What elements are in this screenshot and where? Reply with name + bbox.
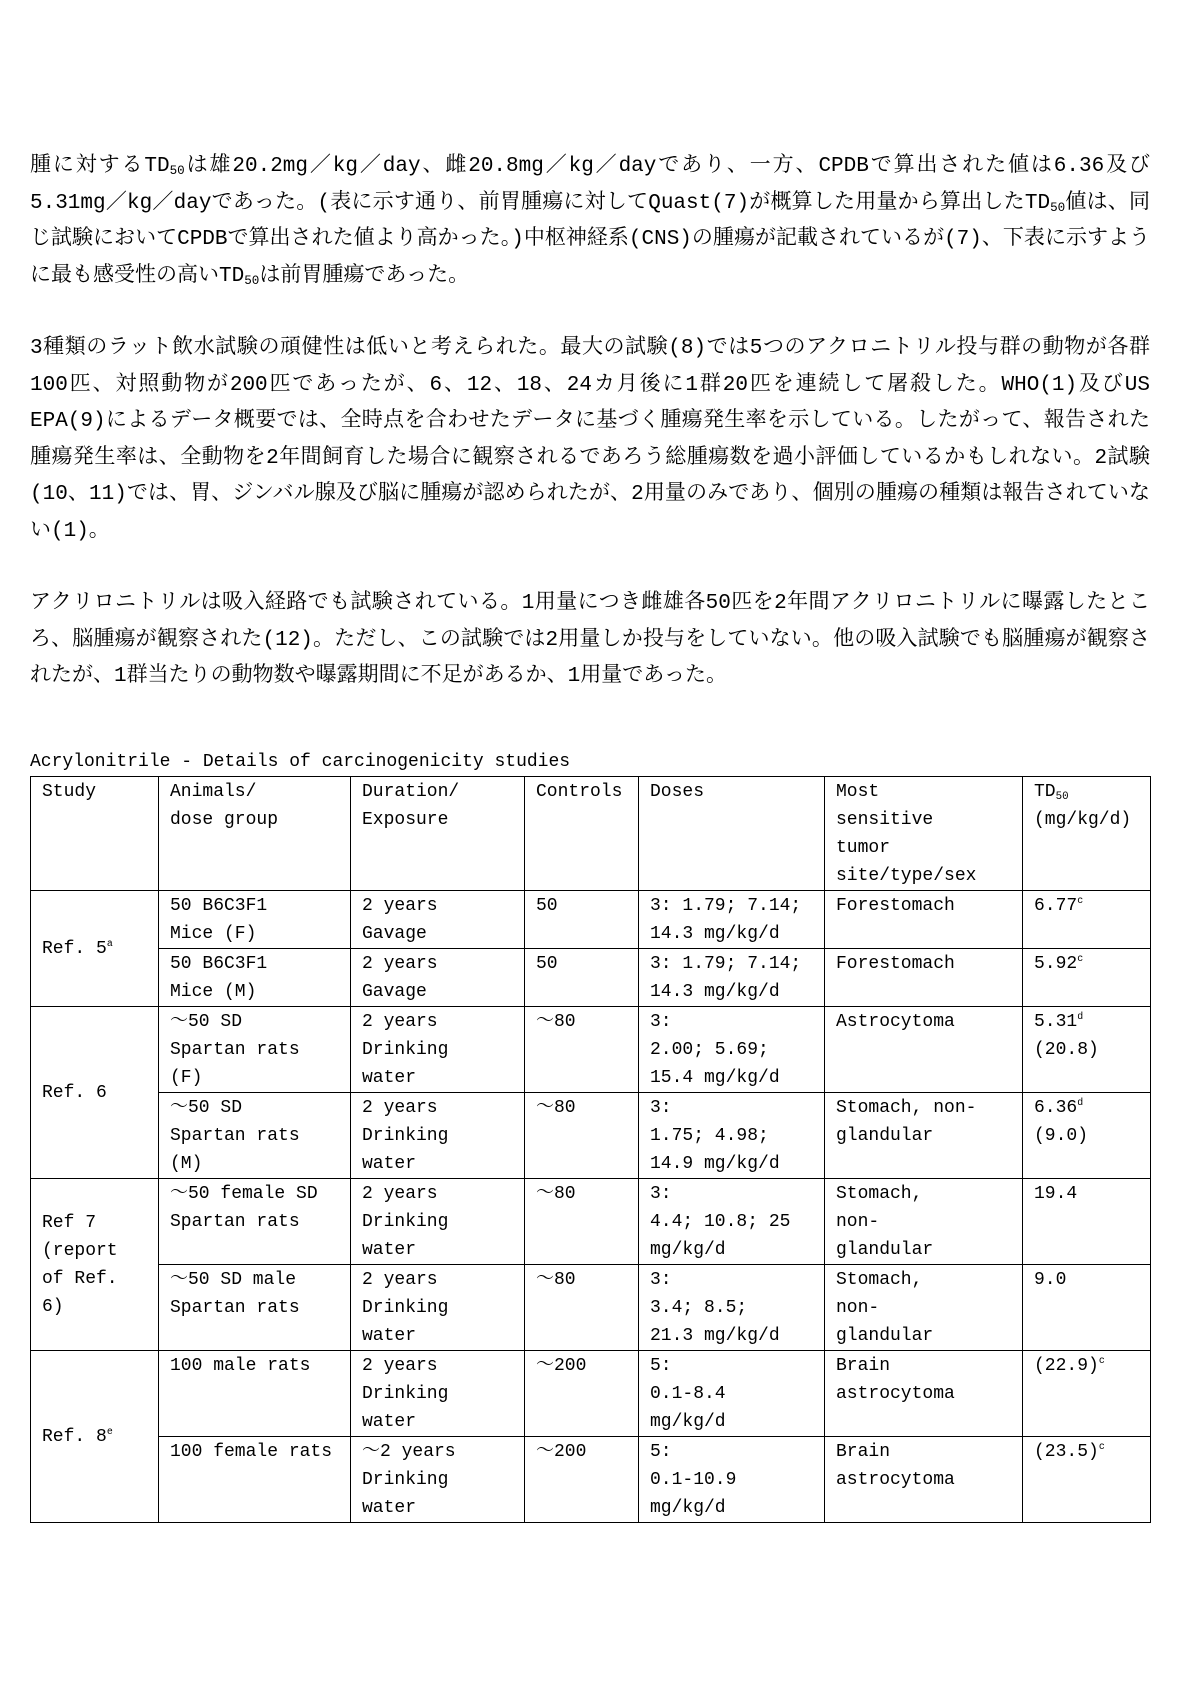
td50-cell	[1023, 1350, 1151, 1436]
cell-line: water	[362, 1067, 417, 1088]
cell-line: $(23.5)^c$	[1034, 1440, 1105, 1462]
duration-cell	[351, 1264, 525, 1350]
td50-cell	[1023, 948, 1151, 1006]
table-row	[31, 1350, 1151, 1436]
table-row	[31, 948, 1151, 1006]
doses-cell	[639, 1092, 825, 1178]
cell-line: Doses	[650, 781, 705, 802]
cell-line: (report	[42, 1240, 118, 1261]
cell-line: 50 B6C3F1	[170, 953, 268, 974]
animals-cell	[159, 1178, 351, 1264]
cell-line: 5.92$^c$	[1034, 952, 1084, 974]
cell-line: water	[362, 1411, 417, 1432]
doses-cell	[639, 1006, 825, 1092]
cell-line: 3:	[650, 1011, 672, 1032]
td50-cell	[1023, 1006, 1151, 1092]
doses-cell	[639, 1264, 825, 1350]
cell-line: Spartan rats	[170, 1125, 300, 1146]
cell-line: water	[362, 1153, 417, 1174]
cell-line: Spartan rats	[170, 1297, 300, 1318]
cell-line: 2 years	[362, 1097, 438, 1118]
cell-line: Brain	[836, 1355, 891, 1376]
cell-line: mg/kg/d	[650, 1411, 726, 1432]
animals-cell	[159, 948, 351, 1006]
column-header-study	[31, 776, 159, 890]
cell-line: Drinking	[362, 1125, 449, 1146]
column-header-controls	[525, 776, 639, 890]
cell-line: ～200	[536, 1355, 587, 1376]
reference-cell	[31, 1350, 159, 1522]
tumor-cell	[825, 1006, 1023, 1092]
cell-line: glandular	[836, 1125, 934, 1146]
column-header-tumor	[825, 776, 1023, 890]
table-caption: Acrylonitrile - Details of carcinogenicity studies	[30, 751, 571, 772]
cell-line: (mg/kg/d)	[1034, 809, 1132, 830]
cell-line: ～80	[536, 1011, 576, 1032]
cell-line: water	[362, 1239, 417, 1260]
cell-line: non-	[836, 1211, 880, 1232]
cell-line: 14.9 mg/kg/d	[650, 1153, 780, 1174]
cell-line: ～50 SD	[170, 1097, 243, 1118]
cell-line: 50 B6C3F1	[170, 895, 268, 916]
cell-line: 3.4; 8.5;	[650, 1297, 748, 1318]
doses-cell	[639, 1436, 825, 1522]
cell-line: Gavage	[362, 923, 427, 944]
cell-line: Stomach,	[836, 1269, 923, 1290]
cell-line: 50	[536, 895, 558, 916]
cell-line: ～2 years	[362, 1441, 456, 1462]
cell-line: Forestomach	[836, 953, 955, 974]
cell-line: 100 male rats	[170, 1355, 311, 1376]
cell-line: 2 years	[362, 1355, 438, 1376]
subscript: 50	[244, 273, 260, 288]
cell-line: 100 female rats	[170, 1441, 333, 1462]
cell-line: water	[362, 1497, 417, 1518]
duration-cell	[351, 1436, 525, 1522]
carcinogenicity-table	[30, 776, 1151, 1523]
cell-line: Forestomach	[836, 895, 955, 916]
animals-cell	[159, 1006, 351, 1092]
controls-cell	[525, 1092, 639, 1178]
table-row	[31, 1092, 1151, 1178]
cell-line: Study	[42, 781, 97, 802]
duration-cell	[351, 1178, 525, 1264]
cell-line: 5:	[650, 1441, 672, 1462]
column-header-doses	[639, 776, 825, 890]
animals-cell	[159, 1350, 351, 1436]
cell-line: 21.3 mg/kg/d	[650, 1325, 780, 1346]
animals-cell	[159, 1264, 351, 1350]
cell-line: Ref. 8e	[42, 1425, 113, 1447]
cell-line: water	[362, 1325, 417, 1346]
superscript: c	[1098, 1440, 1105, 1452]
cell-line: 5:	[650, 1355, 672, 1376]
cell-line: dose group	[170, 809, 279, 830]
column-header-td50	[1023, 776, 1151, 890]
superscript: a	[106, 937, 113, 949]
cell-line: 9.0	[1034, 1269, 1067, 1290]
cell-line: (F)	[170, 1067, 203, 1088]
cell-line: Animals/	[170, 781, 257, 802]
td50-cell	[1023, 1092, 1151, 1178]
animals-cell	[159, 1092, 351, 1178]
cell-line: ～200	[536, 1441, 587, 1462]
cell-line: 4.4; 10.8; 25	[650, 1211, 791, 1232]
cell-line: Brain	[836, 1441, 891, 1462]
body-paragraph: 腫に対する$TD_{50}$は雄20.2mg／kg／day、雌20.8mg／kg／dayであり、一方、CPDBで算出された値は6.36及び5.31mg／kg／dayであった。(表に示す通り、前胃腫瘍に対してQuast(7)が概算した用量から算出した$TD_{50}$値は、同じ試験においてCPDBで算出された値より高かった。)中枢神経系(CNS)の腫瘍が記載されているが(7)、下表に示すように最も感受性の高い$TD_{50}$は前胃腫瘍であった。	[30, 155, 1150, 288]
duration-cell	[351, 1092, 525, 1178]
duration-cell	[351, 948, 525, 1006]
cell-line: ～50 SD	[170, 1011, 243, 1032]
doses-cell	[639, 1178, 825, 1264]
cell-line: 3:	[650, 1183, 672, 1204]
superscript: c	[1077, 894, 1084, 906]
cell-line: ～80	[536, 1269, 576, 1290]
cell-line: Exposure	[362, 809, 449, 830]
document-page	[30, 149, 1150, 1523]
superscript: c	[1098, 1354, 1105, 1366]
tumor-cell	[825, 1092, 1023, 1178]
controls-cell	[525, 890, 639, 948]
cell-line: Drinking	[362, 1211, 449, 1232]
table-row	[31, 1264, 1151, 1350]
cell-line: 6.36$^d$	[1034, 1096, 1084, 1118]
cell-line: Astrocytoma	[836, 1011, 955, 1032]
td50-cell	[1023, 1436, 1151, 1522]
cell-line: 2 years	[362, 1183, 438, 1204]
subscript: 50	[1055, 790, 1069, 803]
cell-line: 50	[536, 953, 558, 974]
cell-line: Most	[836, 781, 880, 802]
controls-cell	[525, 1436, 639, 1522]
doses-cell	[639, 890, 825, 948]
cell-line: Stomach, non-	[836, 1097, 977, 1118]
cell-line: astrocytoma	[836, 1469, 955, 1490]
tumor-cell	[825, 1178, 1023, 1264]
table-row	[31, 890, 1151, 948]
table-row	[31, 1436, 1151, 1522]
cell-line: Ref. 6	[42, 1082, 107, 1103]
controls-cell	[525, 1264, 639, 1350]
cell-line: astrocytoma	[836, 1383, 955, 1404]
cell-line: of Ref.	[42, 1268, 118, 1289]
column-header-animals	[159, 776, 351, 890]
tumor-cell	[825, 948, 1023, 1006]
column-header-duration	[351, 776, 525, 890]
cell-line: ～50 SD male	[170, 1269, 297, 1290]
cell-line: 2.00; 5.69;	[650, 1039, 769, 1060]
cell-line: (9.0)	[1034, 1125, 1089, 1146]
superscript: e	[106, 1425, 113, 1437]
cell-line: 6)	[42, 1296, 64, 1317]
superscript: d	[1077, 1010, 1084, 1022]
animals-cell	[159, 1436, 351, 1522]
reference-cell	[31, 1006, 159, 1178]
cell-line: Stomach,	[836, 1183, 923, 1204]
cell-line: Drinking	[362, 1039, 449, 1060]
subscript: 50	[169, 164, 185, 179]
superscript: c	[1077, 952, 1084, 964]
cell-line: 19.4	[1034, 1183, 1078, 1204]
cell-line: 2 years	[362, 1269, 438, 1290]
cell-line: ～80	[536, 1183, 576, 1204]
cell-line: ～80	[536, 1097, 576, 1118]
cell-line: 3: 1.79; 7.14;	[650, 953, 802, 974]
duration-cell	[351, 890, 525, 948]
cell-line: Drinking	[362, 1297, 449, 1318]
cell-line: Ref 7	[42, 1212, 97, 1233]
cell-line: 0.1-8.4	[650, 1383, 726, 1404]
cell-line: 14.3 mg/kg/d	[650, 923, 780, 944]
doses-cell	[639, 948, 825, 1006]
cell-line: Drinking	[362, 1469, 449, 1490]
cell-line: Controls	[536, 781, 623, 802]
cell-line: glandular	[836, 1239, 934, 1260]
cell-line: Spartan rats	[170, 1211, 300, 1232]
td50-cell	[1023, 1178, 1151, 1264]
cell-line: 3:	[650, 1269, 672, 1290]
cell-line: 3:	[650, 1097, 672, 1118]
cell-line: Mice (M)	[170, 981, 257, 1002]
controls-cell	[525, 1178, 639, 1264]
tumor-cell	[825, 1350, 1023, 1436]
cell-line: 15.4 mg/kg/d	[650, 1067, 780, 1088]
cell-line: $(22.9)^c$	[1034, 1354, 1105, 1376]
body-paragraph: 3種類のラット飲水試験の頑健性は低いと考えられた。最大の試験(8)では5つのアクロニトリル投与群の動物が各群100匹、対照動物が200匹であったが、6、12、18、24カ月後に1群20匹を連続して屠殺した。WHO(1)及びUS EPA(9)によるデータ概要では、全時点を合わせたデータに基づく腫瘍発生率を示している。したがって、報告された腫瘍発生率は、全動物を2年間飼育した場合に観察されるであろう総腫瘍数を過小評価しているかもしれない。2試験(10、11)では、胃、ジンバル腺及び脳に腫瘍が認められたが、2用量のみであり、個別の腫瘍の種類は報告されていない(1)。	[30, 337, 1150, 543]
body-paragraph: アクリロニトリルは吸入経路でも試験されている。1用量につき雌雄各50匹を2年間アクリロニトリルに曝露したところ、脳腫瘍が観察された(12)。ただし、この試験では2用量しか投与をしていない。他の吸入試験でも脳腫瘍が観察されたが、1群当たりの動物数や曝露期間に不足があるか、1用量であった。	[30, 592, 1150, 688]
cell-line: 1.75; 4.98;	[650, 1125, 769, 1146]
tumor-cell	[825, 1436, 1023, 1522]
cell-line: 5.31$^d$	[1034, 1010, 1084, 1032]
cell-line: 6.77$^c$	[1034, 894, 1084, 916]
doses-cell	[639, 1350, 825, 1436]
td50-cell	[1023, 890, 1151, 948]
cell-line: Mice (F)	[170, 923, 257, 944]
cell-line: (M)	[170, 1153, 203, 1174]
header-row	[31, 776, 1151, 890]
cell-line: 2 years	[362, 895, 438, 916]
duration-cell	[351, 1006, 525, 1092]
cell-line: ～50 female SD	[170, 1183, 318, 1204]
cell-line: 0.1-10.9	[650, 1469, 737, 1490]
cell-line: mg/kg/d	[650, 1239, 726, 1260]
reference-cell	[31, 890, 159, 1006]
cell-line: (20.8)	[1034, 1039, 1099, 1060]
cell-line: sensitive	[836, 809, 934, 830]
duration-cell	[351, 1350, 525, 1436]
tumor-cell	[825, 890, 1023, 948]
controls-cell	[525, 1350, 639, 1436]
reference-cell	[31, 1178, 159, 1350]
superscript: d	[1077, 1096, 1084, 1108]
cell-line: tumor	[836, 837, 891, 858]
animals-cell	[159, 890, 351, 948]
cell-line: 14.3 mg/kg/d	[650, 981, 780, 1002]
controls-cell	[525, 948, 639, 1006]
cell-line: Ref. 5$^a$	[42, 937, 113, 959]
controls-cell	[525, 1006, 639, 1092]
cell-line: Spartan rats	[170, 1039, 300, 1060]
subscript: 50	[1050, 200, 1066, 215]
tumor-cell	[825, 1264, 1023, 1350]
cell-line: 2 years	[362, 953, 438, 974]
table-row	[31, 1178, 1151, 1264]
cell-line: non-	[836, 1297, 880, 1318]
cell-line: 3: 1.79; 7.14;	[650, 895, 802, 916]
td50-cell	[1023, 1264, 1151, 1350]
cell-line: Drinking	[362, 1383, 449, 1404]
cell-line: site/type/sex	[836, 865, 977, 886]
cell-line: mg/kg/d	[650, 1497, 726, 1518]
cell-line: $TD_{50}$	[1034, 781, 1069, 803]
cell-line: glandular	[836, 1325, 934, 1346]
table-row	[31, 1006, 1151, 1092]
cell-line: Duration/	[362, 781, 460, 802]
cell-line: Gavage	[362, 981, 427, 1002]
cell-line: 2 years	[362, 1011, 438, 1032]
